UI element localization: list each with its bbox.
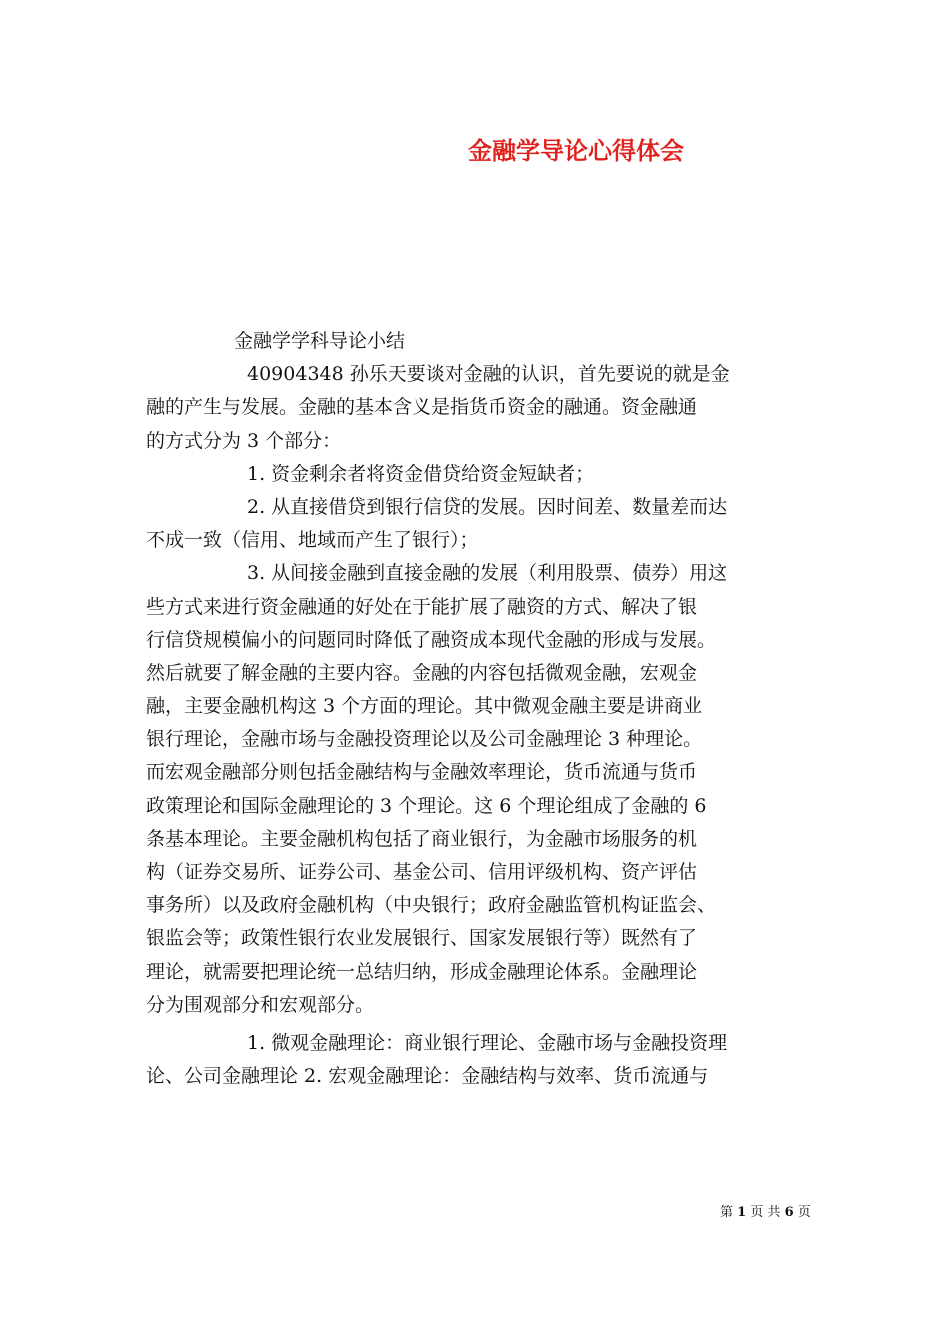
total-pages-number: 6	[784, 1205, 794, 1220]
paragraph-line: 分为围观部分和宏观部分。	[146, 993, 375, 1016]
paragraph-line: 政策理论和国际金融理论的 3 个理论。这 6 个理论组成了金融的 6	[146, 794, 707, 817]
paragraph-line: 不成一致（信用、地域而产生了银行）；	[146, 529, 479, 552]
list-item: 3. 从间接金融到直接金融的发展（利用股票、债券）用这	[247, 562, 728, 585]
current-page-number: 1	[737, 1205, 747, 1220]
document-title: 金融学导论心得体会	[468, 136, 684, 165]
paragraph-line: 些方式来进行资金融通的好处在于能扩展了融资的方式、解决了银	[146, 595, 698, 618]
footer-middle: 页 共	[750, 1205, 781, 1220]
paragraph-line: 论、公司金融理论 2. 宏观金融理论：金融结构与效率、货币流通与	[146, 1065, 709, 1088]
paragraph-line: 构（证券交易所、证券公司、基金公司、信用评级机构、资产评估	[146, 861, 698, 883]
list-item: 1. 资金剩余者将资金借贷给资金短缺者；	[247, 462, 595, 485]
footer-suffix: 页	[797, 1205, 811, 1220]
paragraph-line: 的方式分为 3 个部分：	[146, 429, 342, 452]
list-item: 2. 从直接借贷到银行信贷的发展。因时间差、数量差而达	[247, 495, 728, 518]
section-heading: 金融学学科导论小结	[234, 330, 406, 352]
list-item: 1. 微观金融理论：商业银行理论、金融市场与金融投资理	[247, 1031, 728, 1054]
paragraph-line: 融的产生与发展。金融的基本含义是指货币资金的融通。资金融通	[146, 396, 698, 419]
paragraph-line: 行信贷规模偏小的问题同时降低了融资成本现代金融的形成与发展。	[146, 628, 717, 651]
paragraph-line: 银监会等；政策性银行农业发展银行、国家发展银行等）既然有了	[146, 927, 698, 950]
paragraph-line: 理论，就需要把理论统一总结归纳，形成金融理论体系。金融理论	[146, 960, 698, 983]
footer-prefix: 第	[720, 1205, 734, 1220]
page-footer	[720, 1204, 811, 1222]
paragraph-line: 银行理论，金融市场与金融投资理论以及公司金融理论 3 种理论。	[146, 728, 703, 751]
paragraph-line: 40904348 孙乐天要谈对金融的认识，首先要说的就是金	[247, 363, 730, 386]
paragraph-line: 条基本理论。主要金融机构包括了商业银行，为金融市场服务的机	[146, 827, 698, 850]
paragraph-line: 事务所）以及政府金融机构（中央银行；政府金融监管机构证监会、	[146, 894, 717, 917]
paragraph-line: 而宏观金融部分则包括金融结构与金融效率理论，货币流通与货币	[146, 761, 698, 784]
paragraph-line: 融，主要金融机构这 3 个方面的理论。其中微观金融主要是讲商业	[146, 695, 703, 718]
paragraph-line: 然后就要了解金融的主要内容。金融的内容包括微观金融，宏观金	[146, 661, 698, 684]
document-body	[146, 325, 811, 1093]
